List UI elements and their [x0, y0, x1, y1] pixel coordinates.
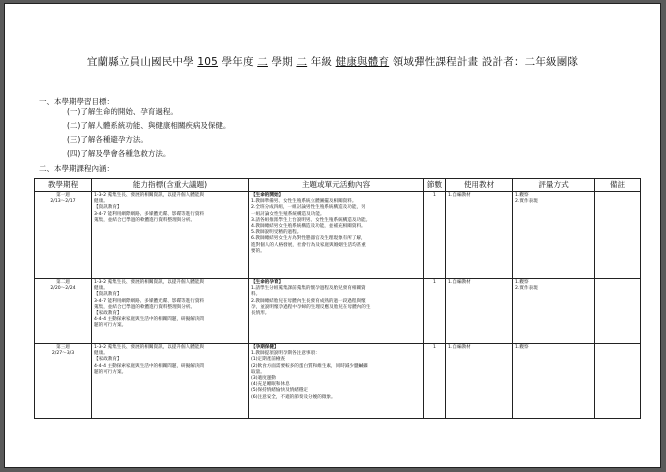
- col-header-topic: 主題或單元活動內容: [249, 179, 424, 192]
- topic-title: 【生命的開始】: [251, 193, 284, 198]
- topic-line: (1)定期產前檢查: [251, 357, 286, 363]
- semester: 二: [257, 56, 268, 68]
- topic-line: 6.教師總結男女生方為對性態器官及生理現象有所了解，: [251, 236, 366, 242]
- indicator-line: 健康。: [94, 199, 108, 205]
- table-row: [35, 192, 641, 279]
- indicator-line: 【資訊教育】: [94, 292, 122, 298]
- topic-line: 1.教師準備男、女性生殖系統立體圖擺及相關資料。: [251, 199, 357, 205]
- periods-cell: 1: [424, 344, 446, 419]
- assessment-item: 2.實作表現: [515, 199, 538, 205]
- designer: 設計者：二年級團隊: [481, 56, 579, 68]
- curriculum-table: [34, 178, 641, 419]
- week-cell: [35, 192, 92, 279]
- indicator-line: 蒐集，並結合已學過的軟體進行資料整理與分析。: [94, 304, 196, 310]
- indicator-line: 3-4-7 能利用網際網路、多媒體光碟、影碟等進行資料: [94, 298, 205, 304]
- topic-line: 5.教師說明受精的過程。: [251, 230, 302, 236]
- topic-line: 1.教師提項說明孕期各注意事項：: [251, 351, 320, 357]
- indicator-line: 【資訊教育】: [94, 205, 122, 211]
- indicator-line: 4-4-4 主動探索家庭與生活中的相關問題，研擬解決問: [94, 317, 205, 323]
- col-header-note: 備註: [595, 179, 641, 192]
- assessment-item: 1.觀察: [515, 193, 529, 198]
- topic-cell: [249, 344, 424, 419]
- indicator-line: 題的可行方案。: [94, 323, 127, 329]
- topic-line: 2.教師總結胎兒在母體內生長發育成熟的過一段過程與懷: [251, 298, 366, 304]
- assessment-cell: [513, 344, 595, 419]
- school-name: 宜蘭縣立員山國民中學: [86, 56, 194, 68]
- col-header-week: 教學期程: [35, 179, 92, 192]
- topic-line: 要的。: [251, 248, 265, 254]
- topic-line: 取量。: [251, 369, 265, 375]
- year-label: 學年度: [221, 56, 254, 68]
- note-cell: [595, 192, 641, 279]
- week-label: 第二週: [56, 280, 70, 285]
- week-label: 第三週: [56, 345, 70, 350]
- material-cell: 1.自編教材: [446, 344, 513, 419]
- col-header-material: 使用教材: [446, 179, 513, 192]
- assessment-item: 2.實作表現: [515, 286, 538, 292]
- school-year: 105: [197, 56, 219, 68]
- col-header-periods: 節數: [424, 179, 446, 192]
- topic-line: 孕，並說明懷孕過程中孕婦的生理反應及胎兒在母體內的生: [251, 304, 371, 310]
- indicator-cell: [92, 279, 249, 344]
- domain-name: 健康與體育: [335, 56, 390, 68]
- topic-line: 4.教師總結男女生殖系統構造及功能，並補充相關資料。: [251, 224, 366, 230]
- indicator-line: 【家政教育】: [94, 311, 122, 317]
- topic-line: (2)飲食方面需要較多的蛋白質和維生素，同時減少鹽鹹攝: [251, 363, 368, 369]
- week-dates: 2/13～2/17: [50, 199, 76, 205]
- periods-cell: 1: [424, 279, 446, 344]
- note-cell: [595, 344, 641, 419]
- topic-line: 料。: [251, 292, 261, 298]
- topic-line: (4)充足睡眠和休息: [251, 382, 290, 388]
- week-dates: 2/20～2/24: [50, 286, 76, 292]
- topic-title: 【孕期保健】: [251, 345, 279, 350]
- week-dates: 2/27～3/3: [51, 351, 75, 357]
- assessment-cell: [513, 279, 595, 344]
- grade: 二: [296, 56, 308, 68]
- topic-line: 一組討論女性生殖系統構造及功能。: [251, 211, 325, 217]
- indicator-line: 1-3-2 蒐集生長、發展的相關資訊，以提升個人體能與: [94, 193, 205, 198]
- indicator-line: 健康。: [94, 286, 108, 292]
- document-page: [4, 3, 661, 468]
- assessment-item: 1.觀察: [515, 280, 529, 285]
- note-cell: [595, 279, 641, 344]
- content-heading: 二、本學期課程內涵：: [39, 164, 114, 173]
- page-title: [5, 54, 660, 69]
- goal-item: (四)了解及學會各種急救方法。: [67, 149, 171, 158]
- material-cell: 1.自編教材: [446, 279, 513, 344]
- col-header-assessment: 評量方式: [513, 179, 595, 192]
- topic-line: 進對個人的人格發展，社會行為及家庭與婚姻生活均甚重: [251, 242, 366, 248]
- table-header-row: [35, 179, 641, 192]
- indicator-line: 蒐集，並結合已學過的軟體進行資料整理與分析。: [94, 217, 196, 223]
- topic-line: 3.請各組推派學生上台說明男、女性生殖系統構造及功能。: [251, 217, 371, 223]
- indicator-line: 【家政教育】: [94, 357, 122, 363]
- week-cell: [35, 344, 92, 419]
- indicator-line: 1-3-2 蒐集生長、發展的相關資訊，以提升個人體能與: [94, 345, 205, 350]
- indicator-cell: [92, 344, 249, 419]
- periods-cell: 1: [424, 192, 446, 279]
- goal-item: (三)了解各種避孕方法。: [67, 135, 148, 144]
- topic-title: 【生命的孕育】: [251, 280, 284, 285]
- table-row: [35, 344, 641, 419]
- assessment-cell: [513, 192, 595, 279]
- indicator-line: 3-4-7 能利用網際網路、多媒體光碟、影碟等進行資料: [94, 211, 205, 217]
- topic-line: (6)注意安全，不適的節奏及分娩的徵象。: [251, 394, 336, 400]
- topic-line: 1.請學生分組蒐集課前蒐集的懷孕過程及胎兒發育相關資: [251, 286, 366, 292]
- grade-label: 年級: [310, 56, 333, 68]
- topic-cell: [249, 279, 424, 344]
- goal-item: (二)了解人體系統功能、與健康相關疾病及保健。: [67, 121, 231, 130]
- indicator-cell: [92, 192, 249, 279]
- topic-cell: [249, 192, 424, 279]
- topic-line: 2.全班分成四組，一組討論男性生殖系統構造及功能，另: [251, 205, 366, 211]
- assessment-item: 1.觀察: [515, 345, 529, 350]
- week-cell: [35, 279, 92, 344]
- topic-line: 長情形。: [251, 311, 270, 317]
- topic-line: (3)適度運動: [251, 376, 276, 382]
- indicator-line: 題的可行方案。: [94, 369, 127, 375]
- goal-item: (一)了解生命的開始、孕育過程。: [67, 107, 178, 116]
- indicator-line: 健康。: [94, 351, 108, 357]
- plan-suffix: 領域彈性課程計畫: [392, 56, 479, 68]
- semester-label: 學期: [271, 56, 293, 68]
- indicator-line: 1-3-2 蒐集生長、發展的相關資訊，以提升個人體能與: [94, 280, 205, 285]
- material-cell: 1.自編教材: [446, 192, 513, 279]
- indicator-line: 4-4-4 主動探索家庭與生活中的相關問題，研擬解決問: [94, 363, 205, 369]
- col-header-indicators: 能力指標(含重大議題): [92, 179, 249, 192]
- table-row: [35, 279, 641, 344]
- topic-line: (5)保持情緒愉快及情緒穩定: [251, 388, 309, 394]
- goals-heading: 一、本學期學習目標：: [39, 97, 114, 106]
- week-label: 第一週: [56, 193, 70, 198]
